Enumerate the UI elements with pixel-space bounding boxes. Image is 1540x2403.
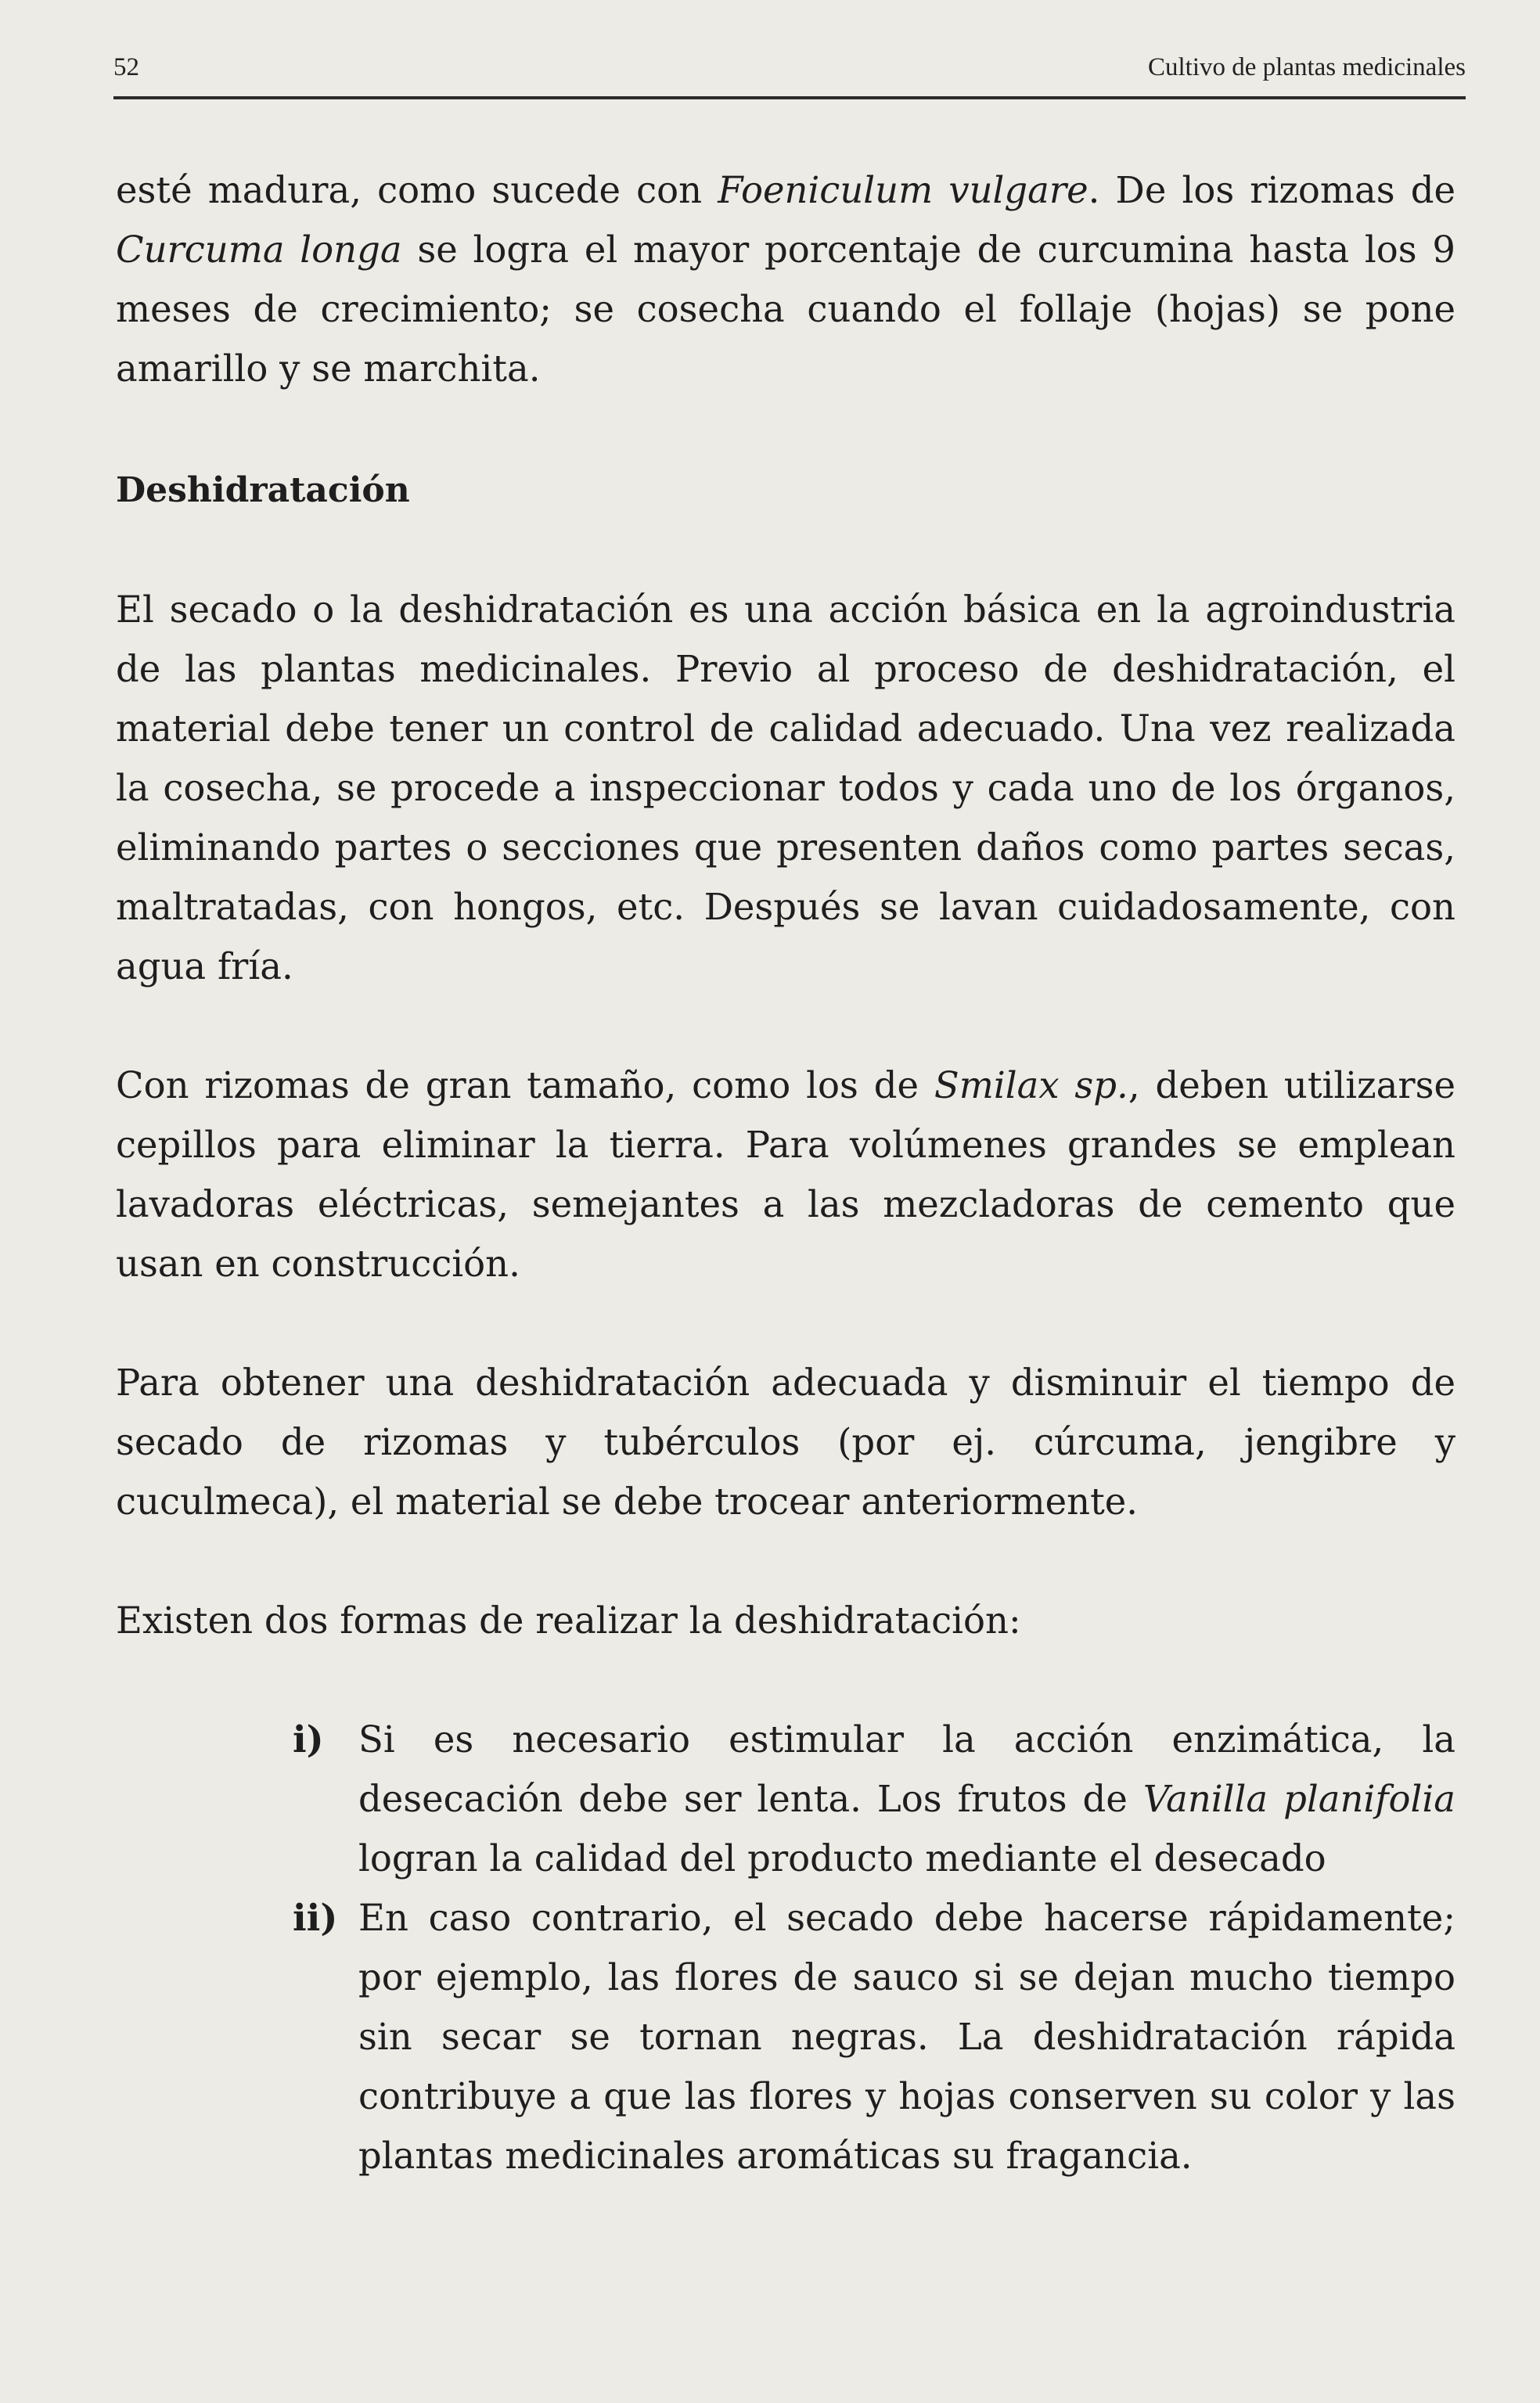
page-number: 52 [113,53,139,81]
section-heading-deshidratacion: Deshidratación [116,470,410,510]
paragraph-rizomas [116,1056,1455,1293]
header-rule [113,96,1466,99]
list-item-i-text-2: logran la calidad del producto mediante el desecado [358,1837,1326,1880]
list-item-i-species-vanilla: Vanilla planifolia [1142,1778,1455,1820]
intro-species-foeniculum: Foeniculum vulgare [718,169,1088,211]
intro-species-curcuma: Curcuma longa [116,228,402,271]
rizomas-text-1: Con rizomas de gran tamaño, como los de [116,1064,934,1106]
paragraph-existen: Existen dos formas de realizar la deshidratación: [116,1599,1021,1642]
methods-list [116,1710,1455,2185]
paragraph-obtener: Para obtener una deshidratación adecuada y disminuir el tiempo de secado de rizomas y tubérculos (por ej. cúrcuma, jengibre y cuculmeca), el material se debe trocear anteriormente. [116,1362,1455,1523]
rizomas-species-smilax: Smilax sp. [934,1064,1128,1106]
list-item-i-text-1: Si es necesario estimular la acción enzimática, la desecación debe ser lenta. Los frutos de [358,1718,1455,1820]
list-marker-ii: ii) [293,1896,338,1939]
list-item-i [116,1710,1455,1888]
paragraph-intro [116,160,1455,398]
list-item-i-text [358,1710,1455,1888]
intro-text-2: . De los rizomas de [1088,169,1455,211]
page-header [113,47,1466,102]
intro-text-3: se logra el mayor porcentaje de curcumina hasta los 9 meses de crecimiento; se cosecha cuando el follaje (hojas) se pone amarillo y se marchita. [116,228,1455,390]
list-marker-i: i) [293,1718,324,1761]
list-item-ii-text: En caso contrario, el secado debe hacerse rápidamente; por ejemplo, las flores de sauco si se dejan mucho tiempo sin secar se tornan negras. La deshidratación rápida contribuye a que las flores y hojas conserven su color y las plantas medicinales aromáticas su fragancia. [358,1897,1455,2177]
list-item-ii [116,1888,1455,2185]
running-title: Cultivo de plantas medicinales [1148,53,1466,81]
rizomas-text-2: , deben utilizarse cepillos para eliminar la tierra. Para volúmenes grandes se emplean lavadoras eléctricas, semejantes a las mezcladoras de cemento que usan en construcción. [116,1064,1455,1285]
intro-text-1: esté madura, como sucede con [116,169,718,211]
paragraph-secado: El secado o la deshidratación es una acción básica en la agroindustria de las plantas medicinales. Previo al proceso de deshidratación, el material debe tener un control de calidad adecuado. Una vez realizada la cosecha, se procede a inspeccionar todos y cada uno de los órganos, eliminando partes o secciones que presenten daños como partes secas, maltratadas, con hongos, etc. Después se lavan cuidadosamente, con agua fría. [116,588,1455,987]
body-text [116,160,1455,2185]
